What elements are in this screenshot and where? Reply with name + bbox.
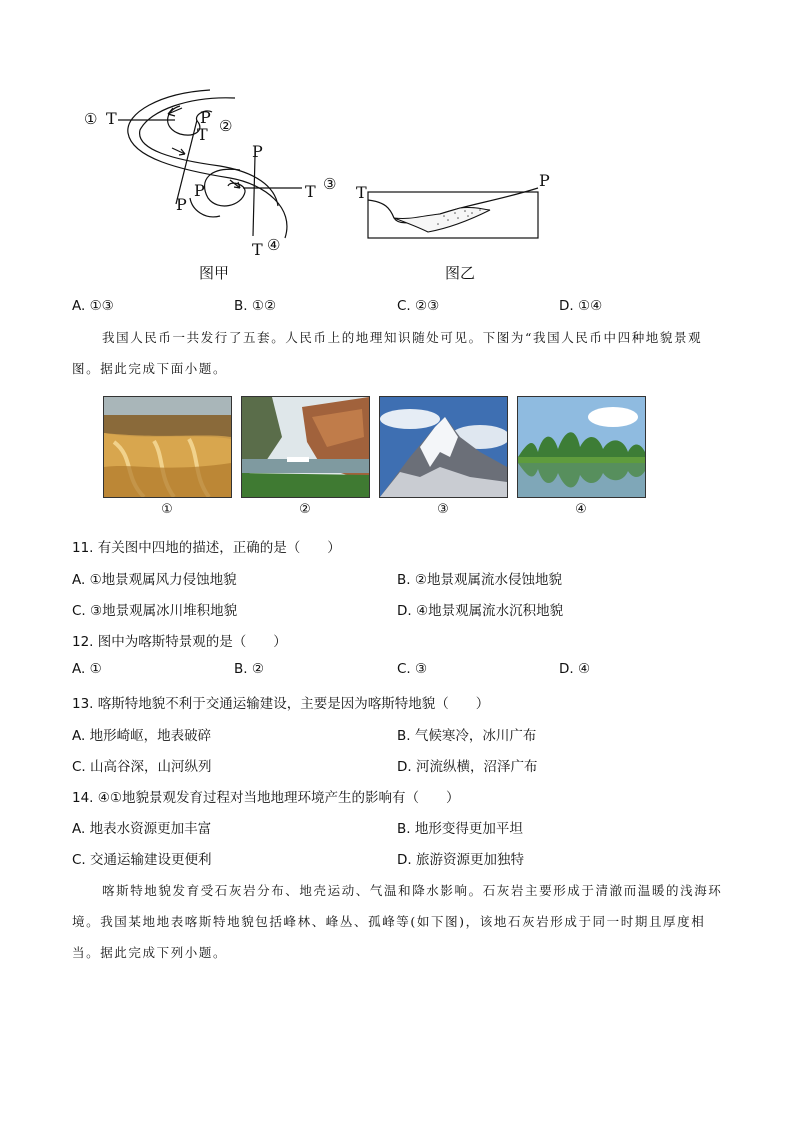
gorge-photo [241, 396, 370, 498]
q14-stem: 14. ④①地貌景观发育过程对当地地理环境产生的影响有（ ） [72, 790, 460, 806]
intro1-line2: 图。据此完成下面小题。 [72, 361, 228, 376]
photo-caption-2: ② [299, 502, 311, 517]
marker-p-left: P [176, 195, 187, 214]
q10-option-c: C. ②③ [397, 298, 440, 314]
profile-t-label: T [356, 183, 367, 202]
q12-option-a: A. ① [72, 661, 102, 677]
snow-mountain-photo [379, 396, 508, 498]
q11-stem: 11. 有关图中四地的描述，正确的是（ ） [72, 540, 341, 556]
marker-2: ② [219, 117, 233, 135]
profile-p-label: P [539, 171, 550, 190]
q13-option-a: A. 地形崎岖，地表破碎 [72, 728, 212, 744]
q10-option-a: A. ①③ [72, 298, 114, 314]
marker-t-right: T [305, 182, 316, 201]
q13-stem: 13. 喀斯特地貌不利于交通运输建设，主要是因为喀斯特地貌（ ） [72, 696, 490, 712]
q12-option-c: C. ③ [397, 661, 428, 677]
q14-option-c: C. 交通运输建设更便利 [72, 852, 212, 868]
marker-p-vert: P [252, 142, 263, 161]
q14-option-d: D. 旅游资源更加独特 [397, 852, 524, 868]
karst-peaks-photo [517, 396, 646, 498]
q12-stem: 12. 图中为喀斯特景观的是（ ） [72, 634, 287, 650]
intro2-line1: 喀斯特地貌发育受石灰岩分布、地壳运动、气温和降水影响。石灰岩主要形成于清澈而温暖的浅海环 [102, 883, 723, 898]
q12-option-d: D. ④ [559, 661, 591, 677]
q11-option-c: C. ③地景观属冰川堆积地貌 [72, 603, 238, 619]
marker-3: ③ [323, 175, 337, 193]
photo-caption-4: ④ [575, 502, 587, 517]
figure-yi-caption: 图乙 [445, 264, 476, 282]
photo-caption-1: ① [161, 502, 173, 517]
figure-jia-caption: 图甲 [199, 264, 230, 282]
q10-option-d: D. ①④ [559, 298, 603, 314]
q11-option-d: D. ④地景观属流水沉积地貌 [397, 603, 564, 619]
q10-option-b: B. ①② [234, 298, 277, 314]
figure-yi-profile [360, 180, 550, 242]
q13-option-c: C. 山高谷深，山河纵列 [72, 759, 212, 775]
marker-1: ① [84, 110, 98, 128]
intro2-line2: 境。我国某地地表喀斯特地貌包括峰林、峰丛、孤峰等(如下图)，该地石灰岩形成于同一时期且厚度相 [72, 914, 706, 929]
q13-option-d: D. 河流纵横，沼泽广布 [397, 759, 538, 775]
marker-t-bottom: T [252, 240, 263, 259]
q12-option-b: B. ② [234, 661, 264, 677]
marker-p-mid: P [194, 181, 205, 200]
intro2-line3: 当。据此完成下列小题。 [72, 945, 228, 960]
marker-p-top: P [200, 108, 211, 127]
photo-caption-3: ③ [437, 502, 449, 517]
q11-option-a: A. ①地景观属风力侵蚀地貌 [72, 572, 237, 588]
figure-jia-diagram [80, 88, 350, 258]
q13-option-b: B. 气候寒冷，冰川广布 [397, 728, 537, 744]
marker-4: ④ [267, 236, 281, 254]
marker-t-left: T [106, 109, 117, 128]
marker-t-mid: T [197, 125, 208, 144]
q14-option-b: B. 地形变得更加平坦 [397, 821, 523, 837]
q14-option-a: A. 地表水资源更加丰富 [72, 821, 212, 837]
intro1-line1: 我国人民币一共发行了五套。人民币上的地理知识随处可见。下图为“我国人民币中四种地貌景观 [102, 330, 703, 345]
waterfall-photo [103, 396, 232, 498]
q11-option-b: B. ②地景观属流水侵蚀地貌 [397, 572, 562, 588]
